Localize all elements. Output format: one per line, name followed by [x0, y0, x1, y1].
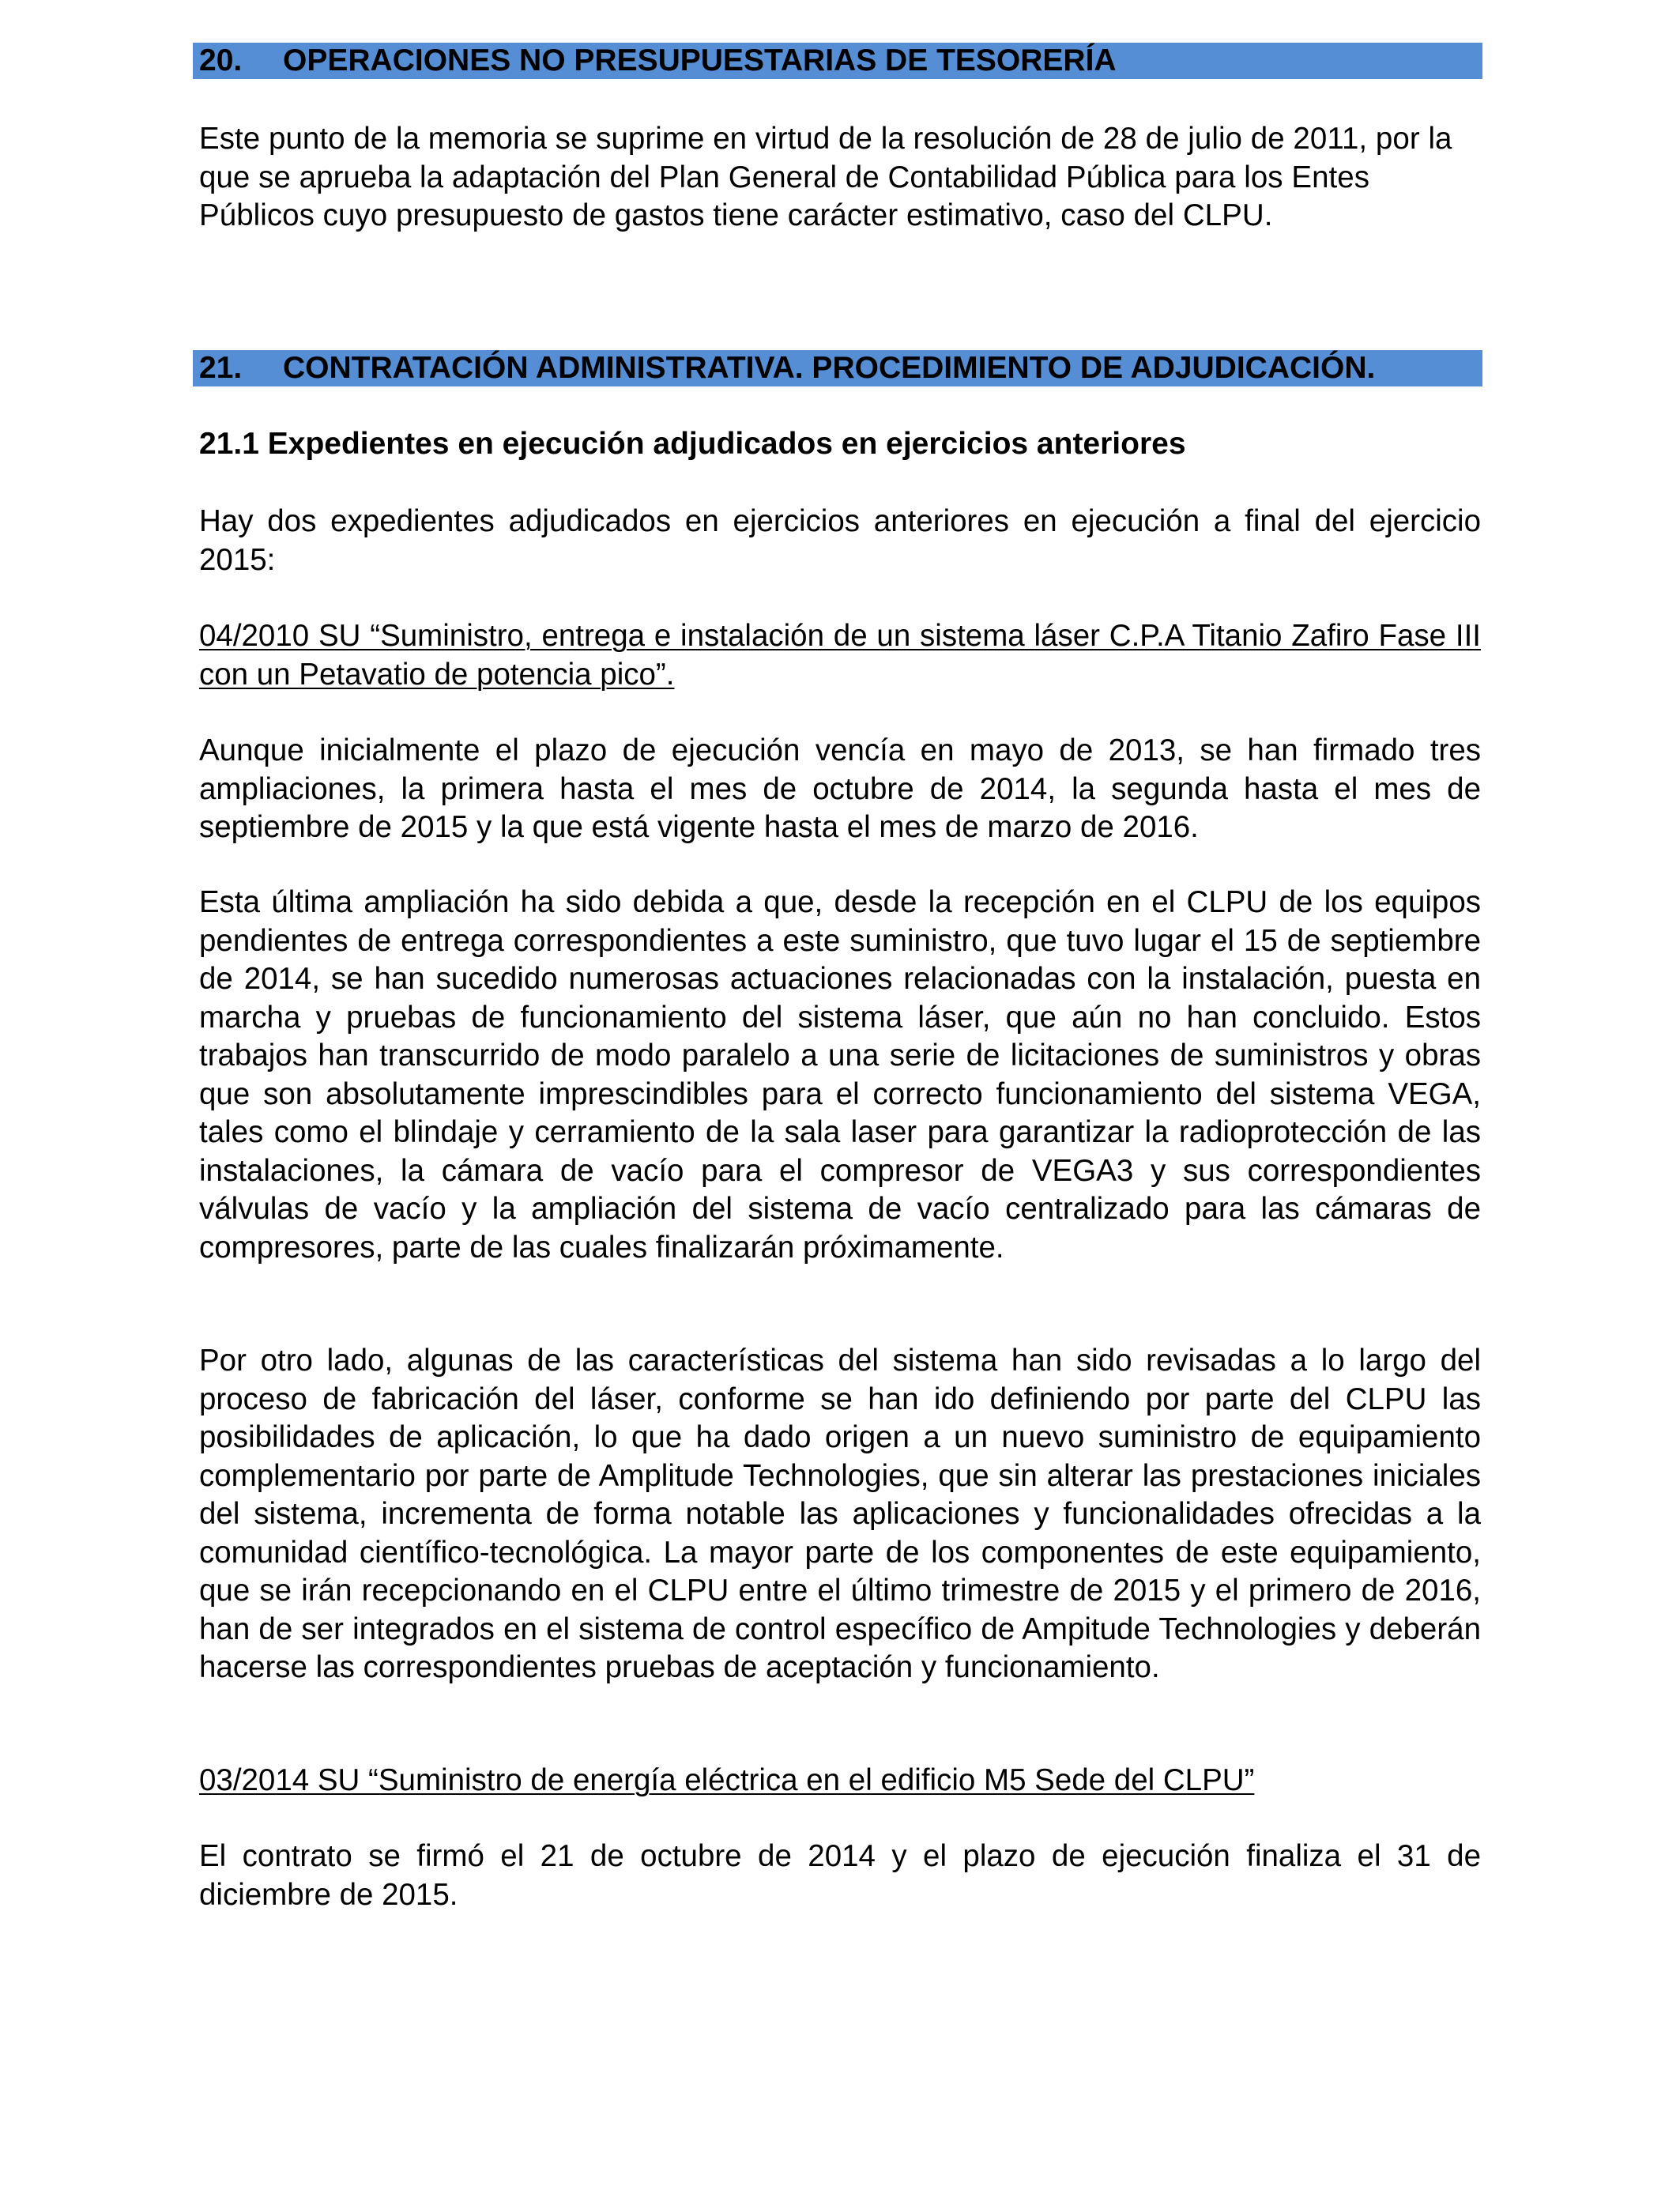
section-21-number: 21. — [199, 351, 243, 385]
section-20-number: 20. — [199, 43, 243, 77]
expediente-03-2014-title: 03/2014 SU “Suministro de energía eléctrica en el edificio M5 Sede del CLPU” — [199, 1763, 1255, 1797]
expediente-04-2010-title: 04/2010 SU “Suministro, entrega e instalación de un sistema láser C.P.A Titanio Zafiro Fase III con un Petavatio de potencia pico”. — [199, 619, 1481, 692]
section-20-title: OPERACIONES NO PRESUPUESTARIAS DE TESORERÍA — [283, 43, 1117, 77]
expediente-04-2010-paragraph-2: Esta última ampliación ha sido debida a que, desde la recepción en el CLPU de los equipos pendientes de entrega correspondientes a este suministro, que tuvo lugar el 15 de septiembre de 2014, se han sucedido numerosas actuaciones relacionadas con la instalación, puesta en marcha y pruebas de funcionamiento del sistema láser, que aún no han concluido. Estos trabajos han transcurrido de modo paralelo a una serie de licitaciones de suministros y obras que son absolutamente imprescindibles para el correcto funcionamiento del sistema VEGA, tales como el blindaje y cerramiento de la sala laser para garantizar la radioprotección de las instalaciones, la cámara de vacío para el compresor de VEGA3 y sus correspondientes válvulas de vacío y la ampliación del sistema de vacío centralizado para las cámaras de compresores, parte de las cuales finalizarán próximamente. — [199, 885, 1481, 1265]
expediente-03-2014-paragraph-1: El contrato se firmó el 21 de octubre de 2014 y el plazo de ejecución finaliza el 31 de diciembre de 2015. — [199, 1839, 1481, 1912]
section-21-heading — [193, 350, 1482, 386]
expediente-04-2010-paragraph-3: Por otro lado, algunas de las características del sistema han sido revisadas a lo largo del proceso de fabricación del láser, conforme se han ido definiendo por parte del CLPU las posibilidades de aplicación, lo que ha dado origen a un nuevo suministro de equipamiento complementario por parte de Amplitude Technologies, que sin alterar las prestaciones iniciales del sistema, incrementa de forma notable las aplicaciones y funcionalidades ofrecidas a la comunidad científico-tecnológica. La mayor parte de los componentes de este equipamiento, que se irán recepcionando en el CLPU entre el último trimestre de 2015 y el primero de 2016, han de ser integrados en el sistema de control específico de Ampitude Technologies y deberán hacerse las correspondientes pruebas de aceptación y funcionamiento. — [199, 1344, 1481, 1684]
section-20-paragraph: Este punto de la memoria se suprime en virtud de la resolución de 28 de julio de 2011, por la que se aprueba la adaptación del Plan General de Contabilidad Pública para los Entes Públicos cuyo presupuesto de gastos tiene carácter estimativo, caso del CLPU. — [199, 122, 1452, 232]
section-21-intro: Hay dos expedientes adjudicados en ejercicios anteriores en ejecución a final del ejercicio 2015: — [199, 504, 1481, 577]
section-20-heading — [193, 43, 1482, 79]
section-21-title: CONTRATACIÓN ADMINISTRATIVA. PROCEDIMIENTO DE ADJUDICACIÓN. — [283, 351, 1376, 385]
expediente-04-2010-paragraph-1: Aunque inicialmente el plazo de ejecución vencía en mayo de 2013, se han firmado tres ampliaciones, la primera hasta el mes de octubre de 2014, la segunda hasta el mes de septiembre de 2015 y la que está vigente hasta el mes de marzo de 2016. — [199, 733, 1481, 844]
subsection-21-1-title: 21.1 Expedientes en ejecución adjudicados en ejercicios anteriores — [199, 427, 1186, 461]
